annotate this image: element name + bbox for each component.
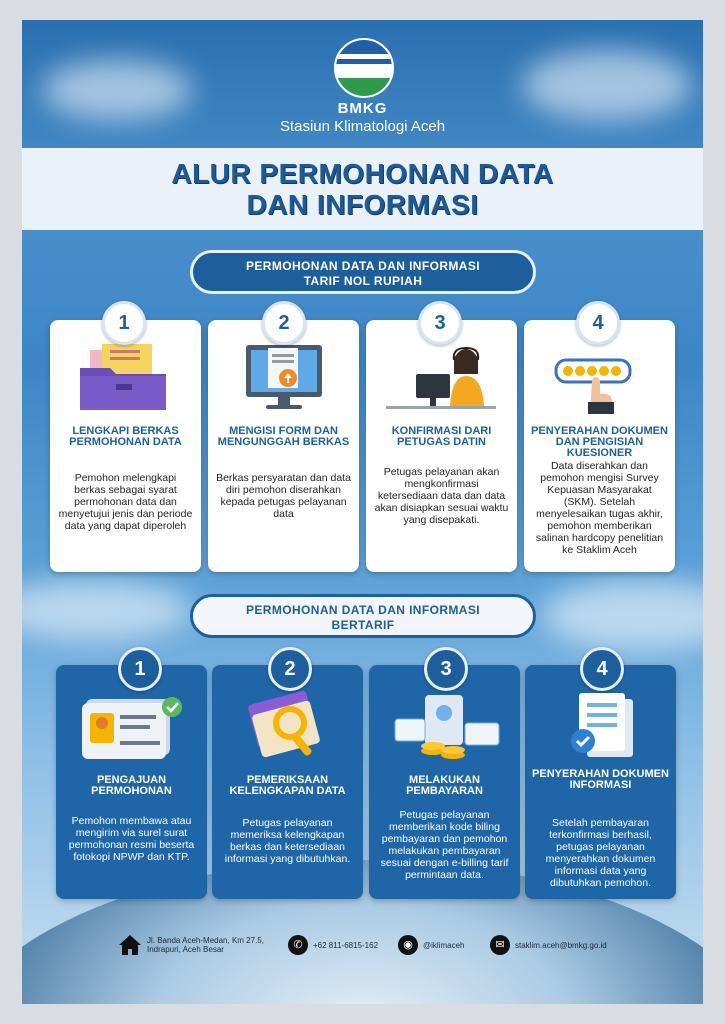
section-free-label xyxy=(190,250,536,294)
free-step-number-3: 3 xyxy=(418,301,462,345)
magnifier-documents-icon xyxy=(212,689,363,765)
poster xyxy=(22,20,703,1004)
paid-step-number-1: 1 xyxy=(118,647,162,691)
paid-step-card-4 xyxy=(525,665,676,899)
free-step-card-1 xyxy=(50,320,201,572)
paid-step-title-1: PENGAJUAN PERMOHONAN xyxy=(91,774,172,797)
footer-phone xyxy=(288,935,378,955)
section-paid-label xyxy=(190,594,536,638)
paid-step-number-3: 3 xyxy=(424,647,468,691)
section-paid-label-line1: PERMOHONAN DATA DAN INFORMASI xyxy=(245,603,481,617)
paid-step-text-2: Petugas pelayanan memeriksa kelengkapan berkas dan ketersediaan informasi yang dibutuhkan. xyxy=(224,817,351,865)
paid-step-text-1: Pemohon membawa atau mengirim via surel surat permohonan resmi beserta fotokopi NPWP dan KTP. xyxy=(68,815,195,863)
cloud xyxy=(542,580,703,650)
free-step-card-3 xyxy=(366,320,517,572)
free-step-number-1: 1 xyxy=(102,301,146,345)
section-free-label-line1: PERMOHONAN DATA DAN INFORMASI xyxy=(245,259,481,273)
brand-name: BMKG xyxy=(337,100,388,117)
paid-step-text-4: Setelah pembayaran terkonfirmasi berhasil, petugas pelayanan menyerahkan dokumen informasi data yang dibutuhkan pemohon. xyxy=(545,817,656,889)
station-name: Stasiun Klimatologi Aceh xyxy=(279,118,446,135)
folder-documents-icon xyxy=(50,340,201,415)
paid-step-text-3: Petugas pelayanan memberikan kode biling pembayaran dan pemohon melakukan pembayaran sesuai dengan e-billing tarif permintaan data. xyxy=(380,809,509,881)
title-band xyxy=(22,148,703,230)
free-step-text-4: Data diserahkan dan pemohon mengisi Survey Kepuasan Masyarakat (SKM). Setelah menyelesaikan tugas akhir, pemohon memberikan salinan hardcopy penelitian ke Staklim Aceh xyxy=(535,460,664,556)
free-step-card-4 xyxy=(524,320,675,572)
paid-step-card-2 xyxy=(212,665,363,899)
footer-address xyxy=(118,934,264,956)
footer-address-line1: Jl. Banda Aceh-Medan, Km 27.5, xyxy=(147,936,264,945)
footer-email-text: staklim.aceh@bmkg.go.id xyxy=(515,940,607,950)
free-step-card-2 xyxy=(208,320,359,572)
free-step-number-4: 4 xyxy=(576,301,620,345)
paid-step-number-2: 2 xyxy=(268,647,312,691)
home-icon xyxy=(118,934,142,956)
title-line-1: ALUR PERMOHONAN DATA xyxy=(171,158,554,189)
free-step-title-2: MENGISI FORM DAN MENGUNGGAH BERKAS xyxy=(217,425,350,448)
free-step-text-1: Pemohon melengkapi berkas sebagai syarat permohonan data dan menyetujui jenis dan periode data yang dapat diperoleh xyxy=(58,472,193,532)
paid-step-title-3: MELAKUKAN PEMBAYARAN xyxy=(406,774,483,797)
footer-instagram-text: @iklimaceh xyxy=(423,940,465,950)
monitor-upload-icon xyxy=(208,340,359,415)
section-free-label-line2: TARIF NOL RUPIAH xyxy=(303,274,423,288)
footer-address-line2: Indrapuri, Aceh Besar xyxy=(147,945,224,954)
customer-service-icon xyxy=(366,340,517,415)
id-card-check-icon xyxy=(56,693,207,763)
document-check-icon xyxy=(525,689,676,765)
free-step-title-3: KONFIRMASI DARI PETUGAS DATIN xyxy=(391,425,492,448)
free-step-title-1: LENGKAPI BERKAS PERMOHONAN DATA xyxy=(69,425,182,448)
page-title xyxy=(22,148,703,220)
payment-coins-icon xyxy=(369,689,520,765)
free-step-text-3: Petugas pelayanan akan mengkonfirmasi ketersediaan data dan data akan disiapkan sesuai waktu yang disepakati. xyxy=(374,466,509,526)
cloud xyxy=(22,580,192,640)
paid-step-card-3 xyxy=(369,665,520,899)
section-paid-label-line2: BERTARIF xyxy=(331,618,395,632)
footer-email xyxy=(490,935,607,955)
free-step-number-2: 2 xyxy=(262,301,306,345)
email-icon: ✉ xyxy=(490,935,510,955)
paid-step-title-2: PEMERIKSAAN KELENGKAPAN DATA xyxy=(229,774,346,797)
instagram-icon: ◉ xyxy=(398,935,418,955)
paid-step-card-1 xyxy=(56,665,207,899)
footer-phone-text: +62 811-6815-162 xyxy=(313,940,379,950)
phone-icon: ✆ xyxy=(288,935,308,955)
footer-instagram xyxy=(398,935,464,955)
free-step-text-2: Berkas persyaratan dan data diri pemohon diserahkan kepada petugas pelayanan data xyxy=(216,472,351,520)
title-line-2: DAN INFORMASI xyxy=(246,189,479,220)
paid-step-number-4: 4 xyxy=(580,647,624,691)
bmkg-logo xyxy=(334,38,394,98)
free-step-title-4: PENYERAHAN DOKUMEN DAN PENGISIAN KUESIONER xyxy=(531,425,668,459)
five-star-rating-icon xyxy=(524,340,675,415)
paid-step-title-4: PENYERAHAN DOKUMEN INFORMASI xyxy=(532,768,669,791)
